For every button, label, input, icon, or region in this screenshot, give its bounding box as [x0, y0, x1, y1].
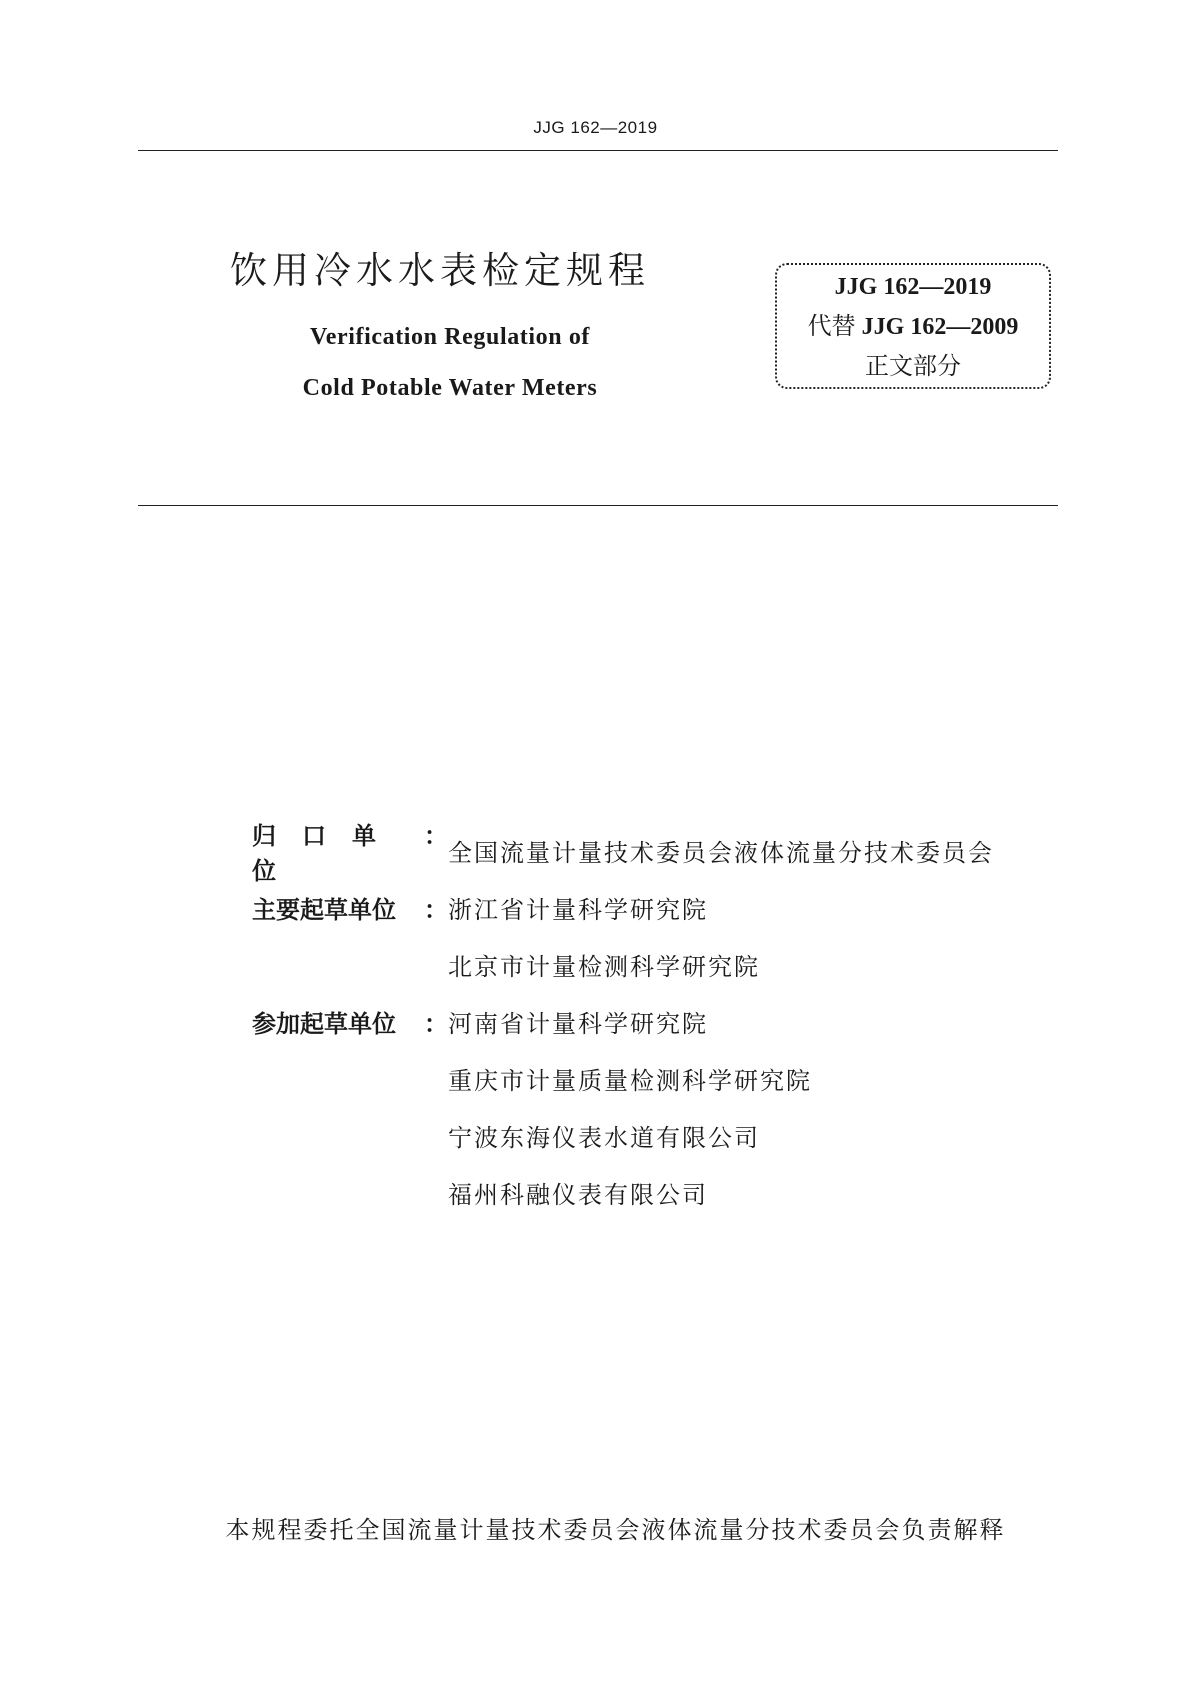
org-row-responsible	[252, 821, 994, 885]
org-row-participating	[252, 993, 994, 1050]
header-divider	[138, 150, 1058, 151]
footer-interpretation-note: 本规程委托全国流量计量技术委员会液体流量分技术委员会负责解释	[225, 1516, 1006, 1544]
org-row-participating-cont	[252, 1164, 994, 1221]
title-chinese: 饮用冷水水表检定规程	[230, 249, 650, 292]
org-value: 福州科融仪表有限公司	[448, 1181, 708, 1209]
title-english-line1: Verification Regulation of	[309, 324, 591, 350]
title-block	[230, 240, 670, 402]
org-row-participating-cont	[252, 1050, 994, 1107]
org-label-participating: 参加起草单位 ：	[252, 1010, 448, 1038]
org-row-participating-cont	[252, 1107, 994, 1164]
org-value: 浙江省计量科学研究院	[448, 896, 708, 924]
section-label: 正文部分	[865, 352, 961, 380]
replaces-line	[777, 307, 1049, 347]
org-value: 宁波东海仪表水道有限公司	[448, 1124, 760, 1152]
org-value: 河南省计量科学研究院	[448, 1010, 708, 1038]
title-divider	[138, 505, 1058, 506]
title-english-line2: Cold Potable Water Meters	[302, 375, 598, 401]
org-label-responsible: 归口单位 ：	[252, 821, 448, 885]
org-value: 全国流量计量技术委员会液体流量分技术委员会	[448, 839, 994, 867]
org-row-main-drafting	[252, 879, 994, 936]
org-label-main-drafting: 主要起草单位 ：	[252, 896, 448, 924]
replaces-code: JJG 162—2009	[861, 314, 1019, 340]
replaces-prefix: 代替	[807, 312, 856, 340]
header-standard-code: JJG 162—2019	[533, 118, 658, 137]
organizations-list	[252, 822, 994, 1221]
standard-code-box	[775, 263, 1051, 389]
org-value: 北京市计量检测科学研究院	[448, 953, 760, 981]
org-value: 重庆市计量质量检测科学研究院	[448, 1067, 812, 1095]
standard-code: JJG 162—2019	[834, 274, 992, 300]
org-row-main-drafting-cont	[252, 936, 994, 993]
